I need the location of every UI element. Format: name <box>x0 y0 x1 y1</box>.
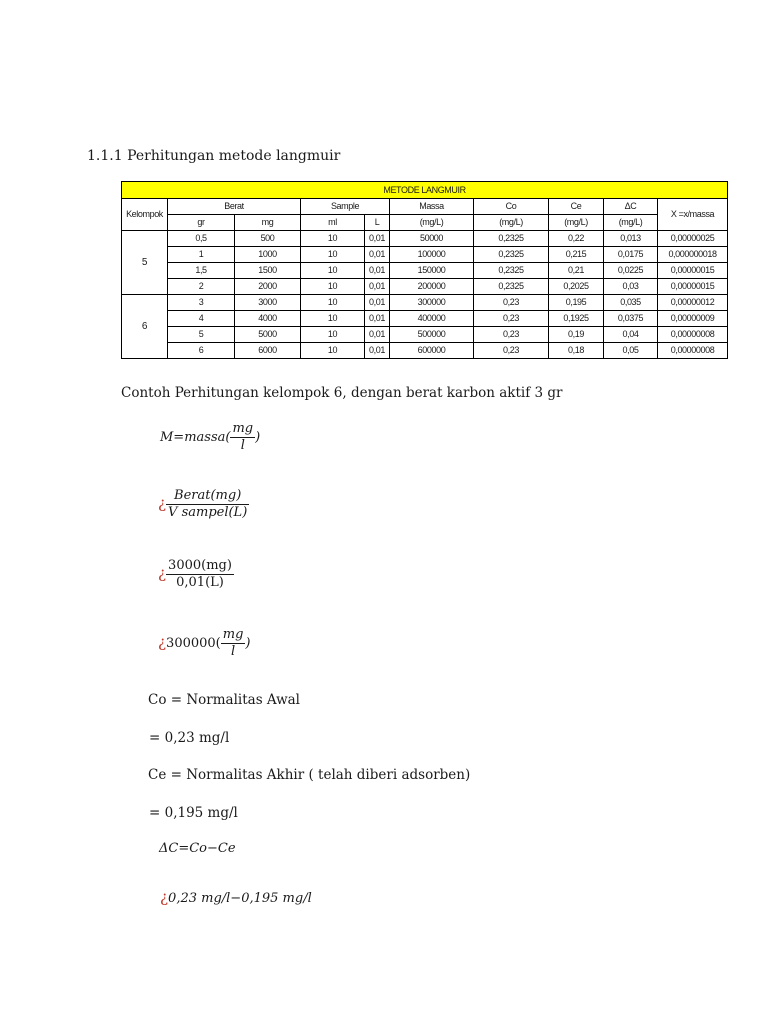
table-cell: 3 <box>168 295 235 311</box>
table-cell: 150000 <box>390 263 474 279</box>
table-cell: 10 <box>301 247 365 263</box>
header-ce: Ce <box>549 199 604 215</box>
table-cell: 0,01 <box>365 295 390 311</box>
table-cell: 1000 <box>235 247 301 263</box>
table-cell: 4000 <box>235 311 301 327</box>
header-berat: Berat <box>168 199 301 215</box>
table-row <box>122 295 728 311</box>
table-cell: 0,01 <box>365 343 390 359</box>
eq3-qmark: ¿ <box>158 564 167 582</box>
table-title: METODE LANGMUIR <box>122 182 728 199</box>
table-cell: 10 <box>301 343 365 359</box>
table-cell: 0,2325 <box>474 231 549 247</box>
table-cell: 200000 <box>390 279 474 295</box>
table-cell: 0,1925 <box>549 311 604 327</box>
langmuir-table <box>121 181 728 359</box>
table-cell: 0,00000008 <box>658 327 728 343</box>
eq4-value: 300000( <box>166 636 221 651</box>
table-cell: 10 <box>301 263 365 279</box>
header-x: X =x/massa <box>658 199 728 231</box>
table-cell: 500 <box>235 231 301 247</box>
dc-calc-text: 0,23 mg/l−0,195 mg/l <box>168 891 312 906</box>
table-cell: 0,0175 <box>604 247 658 263</box>
table-cell: 1 <box>168 247 235 263</box>
eq1-close: ) <box>255 430 261 445</box>
langmuir-table-container <box>121 181 727 359</box>
eq4-qmark: ¿ <box>158 633 167 651</box>
table-cell: 300000 <box>390 295 474 311</box>
eq2-fraction <box>166 488 249 521</box>
table-cell: 0,0225 <box>604 263 658 279</box>
table-cell: 0,0375 <box>604 311 658 327</box>
table-cell: 0,013 <box>604 231 658 247</box>
table-cell: 2000 <box>235 279 301 295</box>
header-massa: Massa <box>390 199 474 215</box>
eq3-numerator: 3000(mg) <box>168 558 232 573</box>
equation-berat-per-volume <box>158 488 249 521</box>
header-sample: Sample <box>301 199 390 215</box>
table-cell: 10 <box>301 327 365 343</box>
co-value: = 0,23 mg/l <box>149 730 230 746</box>
table-cell: 0,00000008 <box>658 343 728 359</box>
table-cell: 0,000000018 <box>658 247 728 263</box>
table-cell: 0,23 <box>474 343 549 359</box>
table-cell: 0,01 <box>365 247 390 263</box>
table-cell: 0,5 <box>168 231 235 247</box>
eq1-lhs: M=massa( <box>160 430 231 445</box>
table-header-row <box>122 199 728 215</box>
table-cell: 0,00000012 <box>658 295 728 311</box>
dc-qmark: ¿ <box>160 888 169 906</box>
table-cell: 2 <box>168 279 235 295</box>
eq4-close: ) <box>245 636 251 651</box>
section-heading: 1.1.1 Perhitungan metode langmuir <box>87 148 341 164</box>
table-cell: 4 <box>168 311 235 327</box>
kelompok-cell: 6 <box>122 295 168 359</box>
table-cell: 400000 <box>390 311 474 327</box>
table-cell: 0,00000015 <box>658 263 728 279</box>
ce-definition: Ce = Normalitas Akhir ( telah diberi adsorben) <box>148 767 471 783</box>
eq4-denominator: l <box>230 644 236 659</box>
table-cell: 0,2025 <box>549 279 604 295</box>
table-cell: 0,23 <box>474 295 549 311</box>
table-cell: 5000 <box>235 327 301 343</box>
table-cell: 0,03 <box>604 279 658 295</box>
equation-substitution <box>158 558 234 591</box>
unit-mg: mg <box>235 215 301 231</box>
unit-co: (mg/L) <box>474 215 549 231</box>
delta-c-calculation <box>160 888 312 906</box>
table-cell: 100000 <box>390 247 474 263</box>
table-cell: 10 <box>301 311 365 327</box>
table-cell: 10 <box>301 231 365 247</box>
header-kelompok: Kelompok <box>122 199 168 231</box>
unit-ce: (mg/L) <box>549 215 604 231</box>
eq1-denominator: l <box>240 438 245 453</box>
table-cell: 0,18 <box>549 343 604 359</box>
table-cell: 0,01 <box>365 263 390 279</box>
table-cell: 0,195 <box>549 295 604 311</box>
table-cell: 6 <box>168 343 235 359</box>
table-title-row <box>122 182 728 199</box>
table-cell: 0,035 <box>604 295 658 311</box>
table-cell: 0,215 <box>549 247 604 263</box>
table-cell: 0,23 <box>474 327 549 343</box>
table-cell: 0,01 <box>365 327 390 343</box>
header-co: Co <box>474 199 549 215</box>
table-cell: 6000 <box>235 343 301 359</box>
table-cell: 0,00000025 <box>658 231 728 247</box>
table-cell: 0,00000009 <box>658 311 728 327</box>
table-unit-row <box>122 215 728 231</box>
table-row <box>122 311 728 327</box>
table-cell: 0,22 <box>549 231 604 247</box>
unit-gr: gr <box>168 215 235 231</box>
co-definition: Co = Normalitas Awal <box>148 692 300 708</box>
eq4-numerator: mg <box>222 627 244 642</box>
unit-l: L <box>365 215 390 231</box>
delta-c-equation: ΔC=Co−Ce <box>159 841 236 856</box>
ce-value: = 0,195 mg/l <box>149 805 238 821</box>
table-row <box>122 279 728 295</box>
table-cell: 0,21 <box>549 263 604 279</box>
equation-massa <box>160 421 260 454</box>
table-cell: 0,05 <box>604 343 658 359</box>
table-row <box>122 327 728 343</box>
table-cell: 0,19 <box>549 327 604 343</box>
eq2-qmark: ¿ <box>158 494 167 512</box>
header-delta-c: ΔC <box>604 199 658 215</box>
eq2-numerator: Berat(mg) <box>166 488 249 505</box>
unit-ml: ml <box>301 215 365 231</box>
table-cell: 600000 <box>390 343 474 359</box>
table-cell: 0,2325 <box>474 263 549 279</box>
eq3-denominator: 0,01(L) <box>176 575 224 590</box>
table-cell: 1500 <box>235 263 301 279</box>
table-cell: 10 <box>301 279 365 295</box>
eq1-numerator: mg <box>232 421 254 436</box>
contoh-text: Contoh Perhitungan kelompok 6, dengan berat karbon aktif 3 gr <box>121 385 563 401</box>
table-cell: 0,01 <box>365 311 390 327</box>
eq4-fraction <box>221 627 246 660</box>
equation-result <box>158 627 250 660</box>
table-cell: 0,01 <box>365 279 390 295</box>
eq3-fraction <box>166 558 234 591</box>
table-row <box>122 263 728 279</box>
table-cell: 0,01 <box>365 231 390 247</box>
table-row <box>122 247 728 263</box>
table-cell: 10 <box>301 295 365 311</box>
table-cell: 0,2325 <box>474 279 549 295</box>
table-row <box>122 231 728 247</box>
table-cell: 0,04 <box>604 327 658 343</box>
table-row <box>122 343 728 359</box>
table-cell: 1,5 <box>168 263 235 279</box>
unit-delta-c: (mg/L) <box>604 215 658 231</box>
kelompok-cell: 5 <box>122 231 168 295</box>
eq2-denominator: V sampel(L) <box>168 505 248 520</box>
eq1-fraction <box>230 421 255 454</box>
table-cell: 3000 <box>235 295 301 311</box>
table-cell: 50000 <box>390 231 474 247</box>
table-cell: 0,23 <box>474 311 549 327</box>
table-cell: 0,2325 <box>474 247 549 263</box>
table-cell: 5 <box>168 327 235 343</box>
table-cell: 0,00000015 <box>658 279 728 295</box>
unit-massa: (mg/L) <box>390 215 474 231</box>
table-cell: 500000 <box>390 327 474 343</box>
